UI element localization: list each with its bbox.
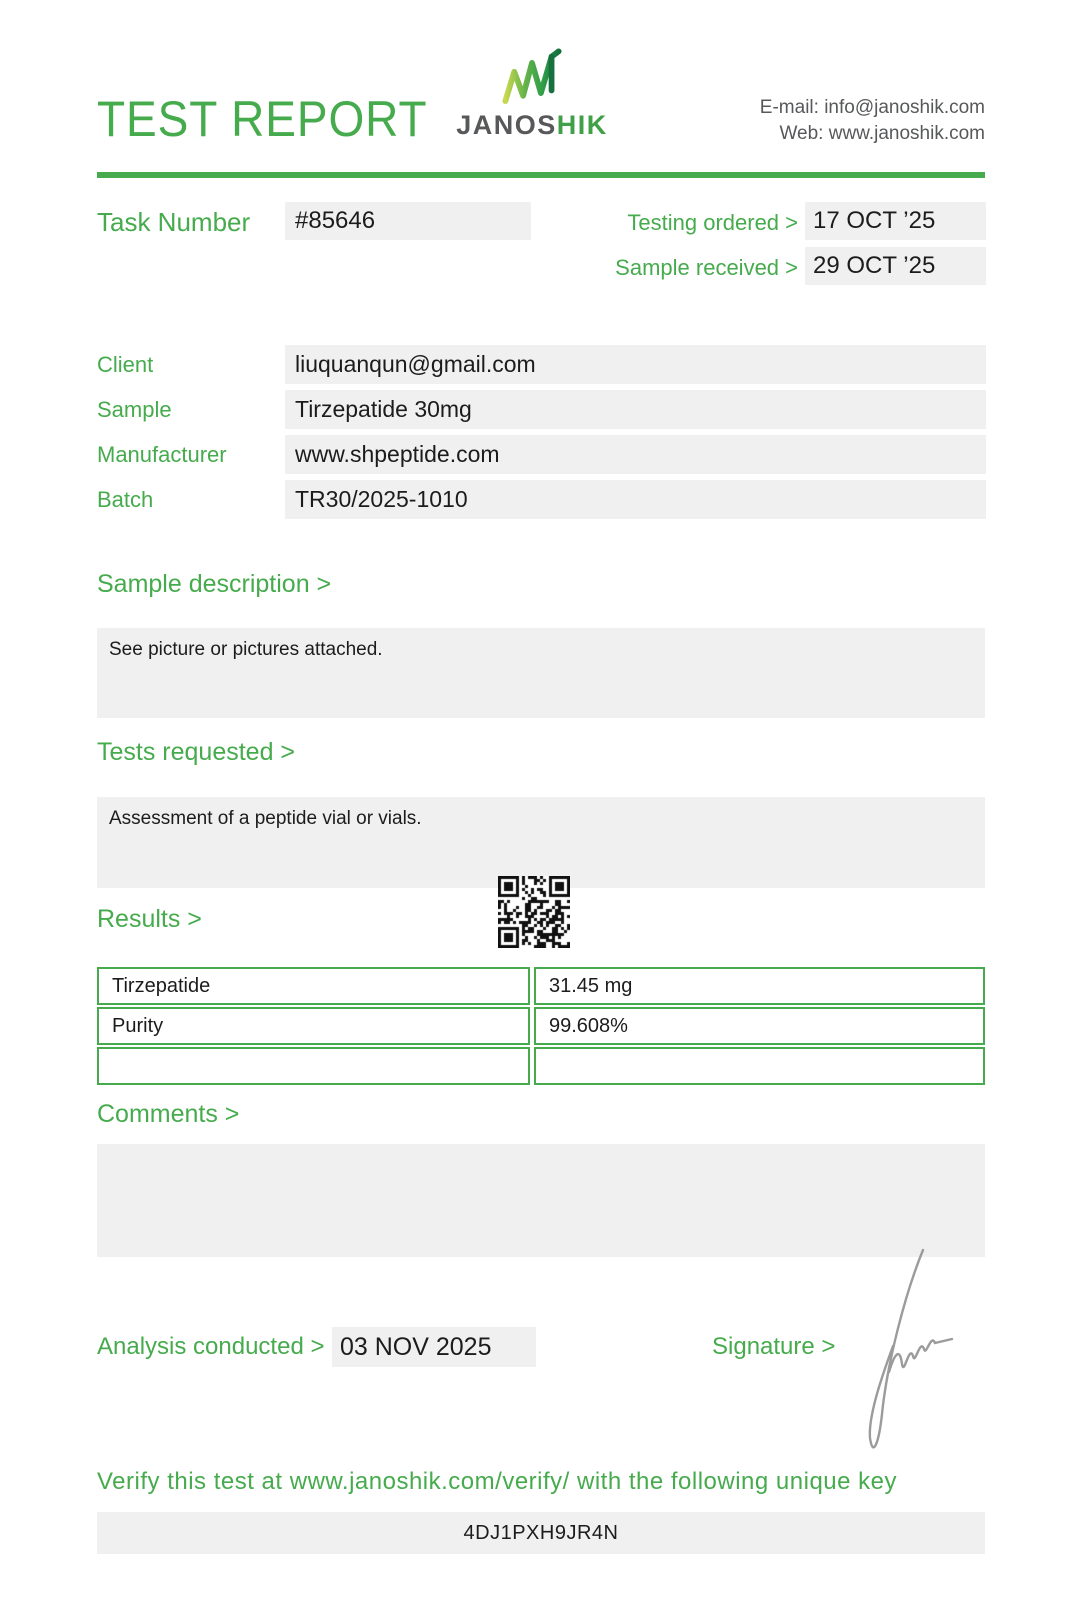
testing-ordered-field	[805, 202, 986, 240]
sample-received-value: 29 OCT ’25	[813, 252, 936, 279]
task-number-field	[285, 202, 531, 240]
result-value-cell: 99.608%	[534, 1007, 985, 1045]
analysis-date-value: 03 NOV 2025	[340, 1333, 492, 1361]
handwritten-signature-icon	[843, 1246, 963, 1461]
sample-description-box	[97, 628, 985, 718]
manufacturer-label: Manufacturer	[97, 442, 227, 467]
contact-info	[760, 95, 985, 147]
testing-ordered-value: 17 OCT ’25	[813, 207, 936, 234]
batch-value: TR30/2025-1010	[295, 486, 468, 512]
result-name-cell	[97, 1047, 530, 1085]
page-title: TEST REPORT	[97, 91, 428, 147]
client-field	[285, 345, 986, 384]
table-row	[97, 967, 985, 1005]
manufacturer-field	[285, 435, 986, 474]
results-label: Results >	[97, 905, 202, 933]
testing-ordered-label: Testing ordered >	[627, 210, 798, 235]
logo-wordmark	[448, 110, 616, 141]
logo-text-dark: JANOS	[456, 110, 557, 140]
sample-value: Tirzepatide 30mg	[295, 396, 472, 422]
analysis-date-field	[332, 1327, 536, 1367]
table-row	[97, 1007, 985, 1045]
tests-requested-text: Assessment of a peptide vial or vials.	[109, 808, 422, 829]
contact-email: E-mail: info@janoshik.com	[759, 97, 985, 118]
manufacturer-value: www.shpeptide.com	[295, 441, 500, 467]
verify-instruction: Verify this test at www.janoshik.com/verify/ with the following unique key	[97, 1468, 898, 1495]
client-label: Client	[97, 352, 154, 377]
sample-received-field	[805, 247, 986, 285]
result-value-cell	[534, 1047, 985, 1085]
sample-received-label: Sample received >	[615, 255, 798, 280]
tests-requested-box	[97, 797, 985, 888]
client-value: liuquanqun@gmail.com	[295, 351, 536, 377]
growth-chart-icon	[500, 48, 564, 108]
sample-field	[285, 390, 986, 429]
results-table	[97, 967, 985, 1087]
unique-key-box	[97, 1512, 985, 1554]
janoshik-logo	[448, 48, 616, 141]
task-number-value: #85646	[295, 207, 376, 234]
result-value-cell: 31.45 mg	[534, 967, 985, 1005]
sample-description-label: Sample description >	[97, 570, 332, 598]
qr-code-icon	[498, 876, 570, 948]
batch-label: Batch	[97, 487, 154, 512]
table-row	[97, 1047, 985, 1085]
sample-label: Sample	[97, 397, 172, 422]
logo-text-green: HIK	[556, 110, 608, 140]
header-divider	[97, 172, 985, 178]
unique-key-value: 4DJ1PXH9JR4N	[463, 1522, 619, 1544]
sample-description-text: See picture or pictures attached.	[109, 639, 383, 660]
result-name-cell: Tirzepatide	[97, 967, 530, 1005]
result-name-cell: Purity	[97, 1007, 530, 1045]
contact-web: Web: www.janoshik.com	[779, 123, 985, 144]
analysis-conducted-label: Analysis conducted >	[97, 1333, 325, 1360]
tests-requested-label: Tests requested >	[97, 738, 296, 766]
signature-label: Signature >	[712, 1333, 836, 1360]
task-number-label: Task Number	[97, 207, 251, 237]
comments-label: Comments >	[97, 1100, 240, 1128]
batch-field	[285, 480, 986, 519]
comments-box	[97, 1144, 985, 1257]
